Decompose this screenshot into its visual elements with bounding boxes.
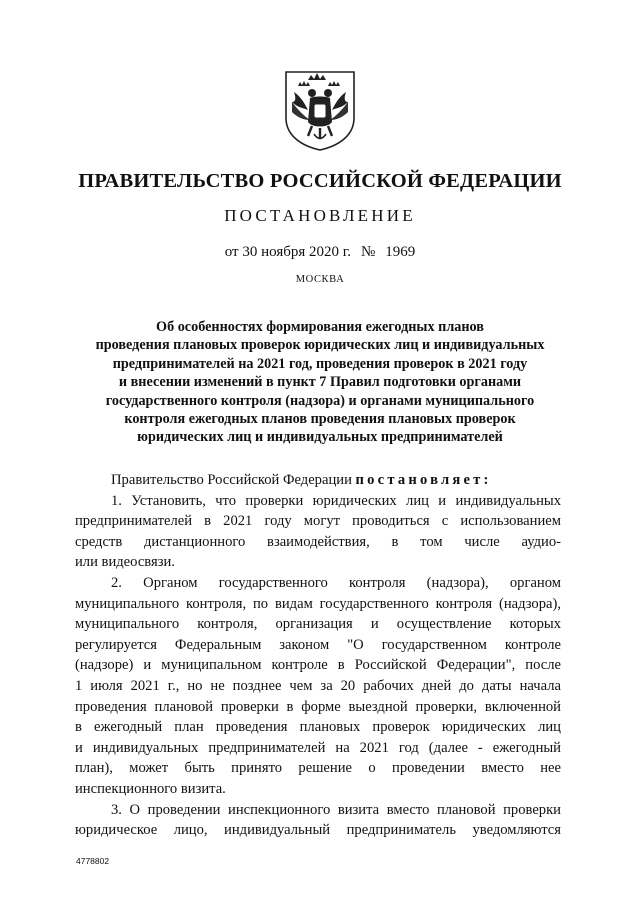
title-line: Об особенностях формирования ежегодных планов bbox=[156, 319, 484, 335]
title-line: предпринимателей на 2021 год, проведения проверок в 2021 году bbox=[112, 355, 528, 372]
coat-of-arms-emblem bbox=[278, 66, 362, 152]
paragraph-line: инспекционного визита. bbox=[75, 780, 226, 797]
document-type: ПОСТАНОВЛЕНИЕ bbox=[224, 206, 416, 225]
paragraph-line: (надзоре) и муниципальном контроле в Российской Федерации", после bbox=[75, 657, 561, 674]
document-code: 4778802 bbox=[76, 856, 110, 866]
paragraph-line: или видеосвязи. bbox=[75, 554, 175, 571]
title-line: и внесении изменений в пункт 7 Правил подготовки органами bbox=[118, 374, 522, 391]
paragraph-line: в ежегодный план проведения плановых проверок юридических лиц bbox=[75, 719, 561, 736]
paragraph-line: 1 июля 2021 г., но не позднее чем за 20 рабочих дней до даты начала bbox=[75, 677, 561, 694]
document-title bbox=[60, 318, 580, 447]
government-name: ПРАВИТЕЛЬСТВО РОССИЙСКОЙ ФЕДЕРАЦИИ bbox=[78, 170, 562, 192]
document-city: МОСКВА bbox=[295, 274, 345, 285]
paragraph-line: проведения плановой проверки в форме выездной проверки, включенной bbox=[75, 698, 561, 715]
preamble-decree-word: постановляет: bbox=[355, 472, 492, 488]
paragraph-line: 1. Установить, что проверки юридических лиц и индивидуальных bbox=[111, 492, 561, 509]
title-line: государственного контроля (надзора) и органами муниципального bbox=[105, 392, 535, 409]
paragraph-line: план), может быть принято решение о проведении вместо нее bbox=[75, 760, 561, 777]
paragraph-line: 2. Органом государственного контроля (надзора), органом bbox=[111, 574, 561, 591]
paragraph-line: юридическое лицо, индивидуальный предприниматель уведомляются bbox=[75, 822, 561, 839]
document-number: 1969 bbox=[385, 244, 416, 260]
paragraph-line: муниципального контроля, по видам государственного контроля (надзора), bbox=[75, 595, 561, 612]
paragraph-line: 3. О проведении инспекционного визита вместо плановой проверки bbox=[111, 801, 561, 818]
preamble-text: Правительство Российской Федерации bbox=[111, 472, 356, 488]
paragraph-line: регулируется Федеральным законом "О государственном контроле bbox=[75, 636, 561, 653]
title-line: юридических лиц и индивидуальных предпринимателей bbox=[137, 429, 503, 446]
title-line: контроля ежегодных планов проведения плановых проверок bbox=[124, 411, 516, 428]
number-sign: № bbox=[360, 244, 376, 260]
paragraph-line: муниципального контроля, организация и осуществление которых bbox=[75, 616, 561, 633]
paragraph-line: предпринимателей в 2021 году могут проводиться с использованием bbox=[75, 513, 561, 530]
paragraph-line: и индивидуальных предпринимателей на 2021 год (далее - ежегодный bbox=[75, 739, 561, 756]
document-date: от 30 ноября 2020 г. bbox=[224, 244, 351, 260]
paragraph-line: средств дистанционного взаимодействия, в том числе аудио- bbox=[75, 533, 561, 550]
preamble bbox=[75, 470, 561, 491]
document-date-line bbox=[0, 244, 640, 261]
document-body bbox=[75, 470, 561, 841]
title-line: проведения плановых проверок юридических лиц и индивидуальных bbox=[95, 337, 545, 354]
